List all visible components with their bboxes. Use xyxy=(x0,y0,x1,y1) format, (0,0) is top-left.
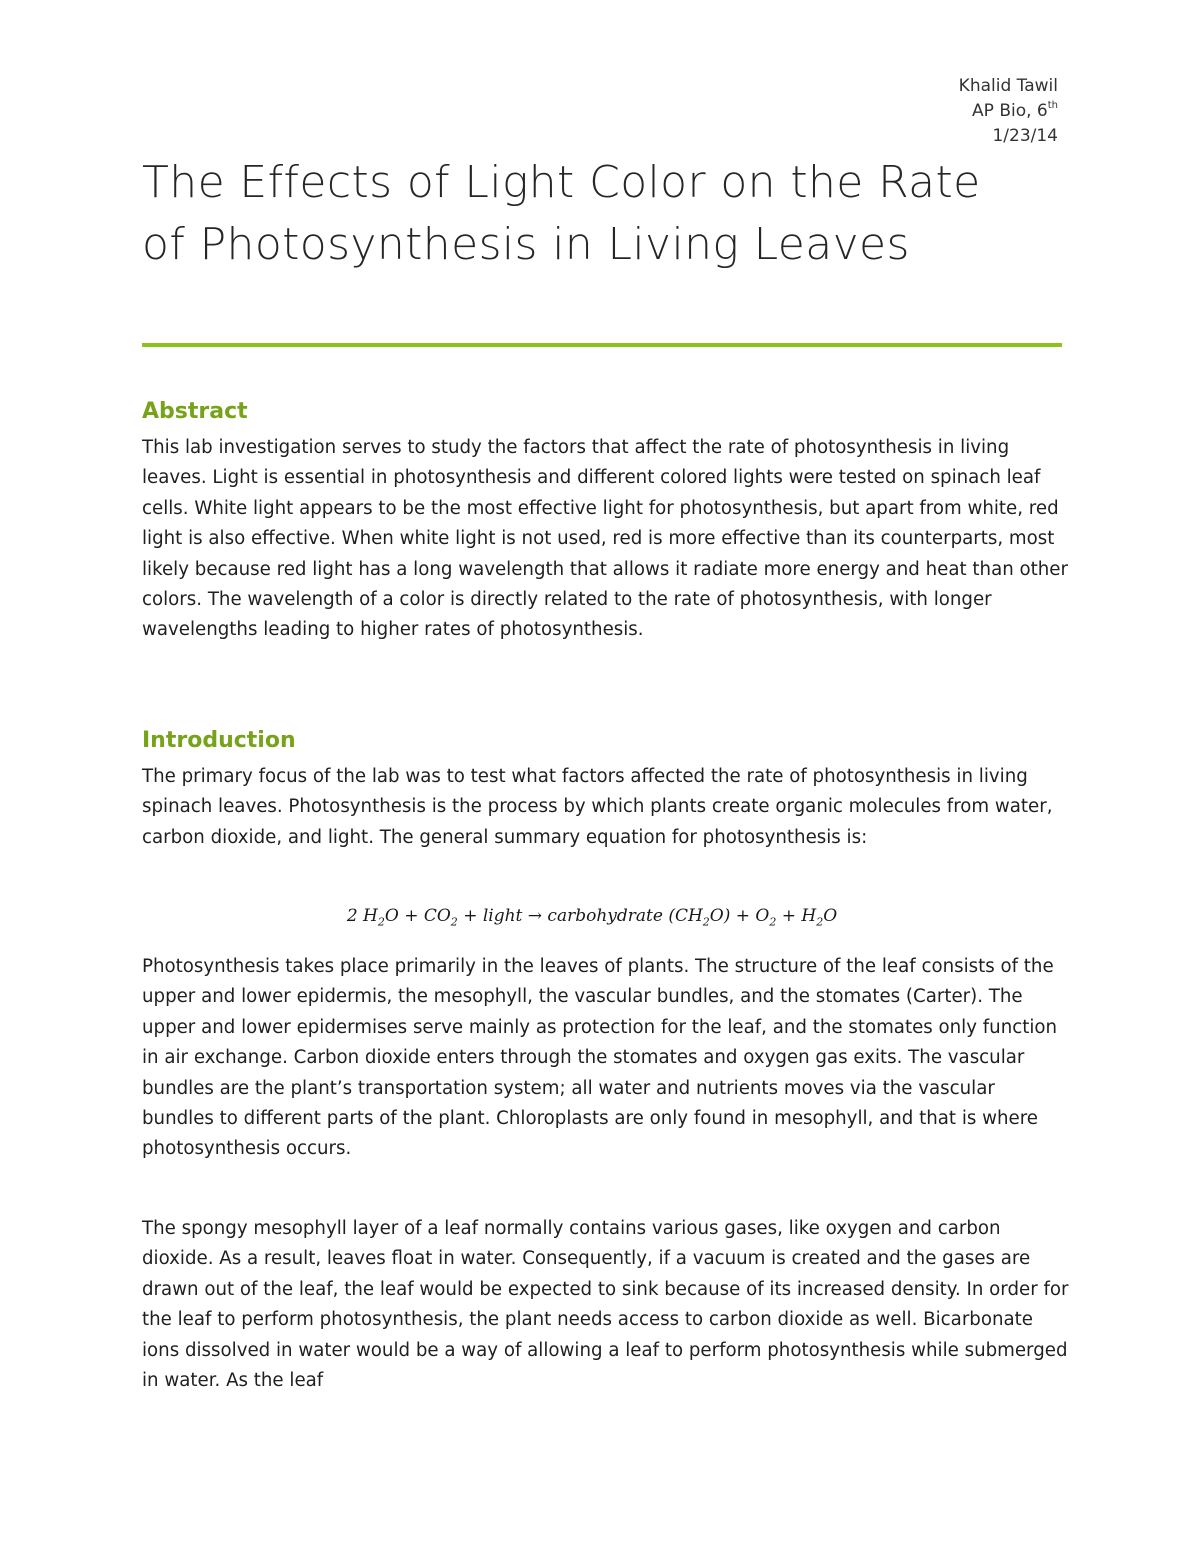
class-info xyxy=(959,99,1058,124)
abstract-paragraph: This lab investigation serves to study the factors that affect the rate of photosynthesis in living leaves. Light is essential in photosynthesis and different colored lights were tested on spinach leaf cells. White light appears to be the most effective light for photosynthesis, but apart from white, red light is also effective. When white light is not used, red is more effective than its counterparts, most likely because red light has a long wavelength that allows it radiate more energy and heat than other colors. The wavelength of a color is directly related to the rate of photosynthesis, with longer wavelengths leading to higher rates of photosynthesis. xyxy=(142,437,1068,641)
author-header xyxy=(959,74,1058,149)
introduction-paragraph-2: Photosynthesis takes place primarily in the leaves of plants. The structure of the leaf consists of the upper and lower epidermis, the mesophyll, the vascular bundles, and the stomates (Carter). The upper and lower epidermises serve mainly as protection for the leaf, and the stomates only function in air exchange. Carbon dioxide enters through the stomates and oxygen gas exits. The vascular bundles are the plant’s transportation system; all water and nutrients moves via the vascular bundles to different parts of the plant. Chloroplasts are only found in mesophyll, and that is where photosynthesis occurs. xyxy=(142,956,1058,1160)
introduction-paragraph-1: The primary focus of the lab was to test what factors affected the rate of photosynthesis in living spinach leaves. Photosynthesis is the process by which plants create organic molecules from water, carbon dioxide, and light. The general summary equation for photosynthesis is: xyxy=(142,766,1053,848)
introduction-paragraph-3: The spongy mesophyll layer of a leaf normally contains various gases, like oxygen and carbon dioxide. As a result, leaves float in water. Consequently, if a vacuum is created and the gases are drawn out of the leaf, the leaf would be expected to sink because of its increased density. In order for the leaf to perform photosynthesis, the plant needs access to carbon dioxide as well. Bicarbonate ions dissolved in water would be a way of allowing a leaf to perform photosynthesis while submerged in water. As the leaf xyxy=(142,1218,1069,1392)
introduction-heading: Introduction xyxy=(142,728,296,753)
class-name: AP Bio, 6 xyxy=(972,101,1048,121)
abstract-heading: Abstract xyxy=(142,399,248,424)
class-period-suffix: th xyxy=(1047,100,1058,111)
document-date: 1/23/14 xyxy=(992,126,1058,146)
title-underline-rule xyxy=(142,343,1062,347)
author-name: Khalid Tawil xyxy=(958,76,1058,96)
document-title: The Effects of Light Color on the Rate of Photosynthesis in Living Leaves xyxy=(142,157,981,270)
photosynthesis-equation: 2 $H_2O + CO_2$ + light → carbohydrate $(CH_2O) + O_2 + H_2O$ xyxy=(346,906,838,929)
